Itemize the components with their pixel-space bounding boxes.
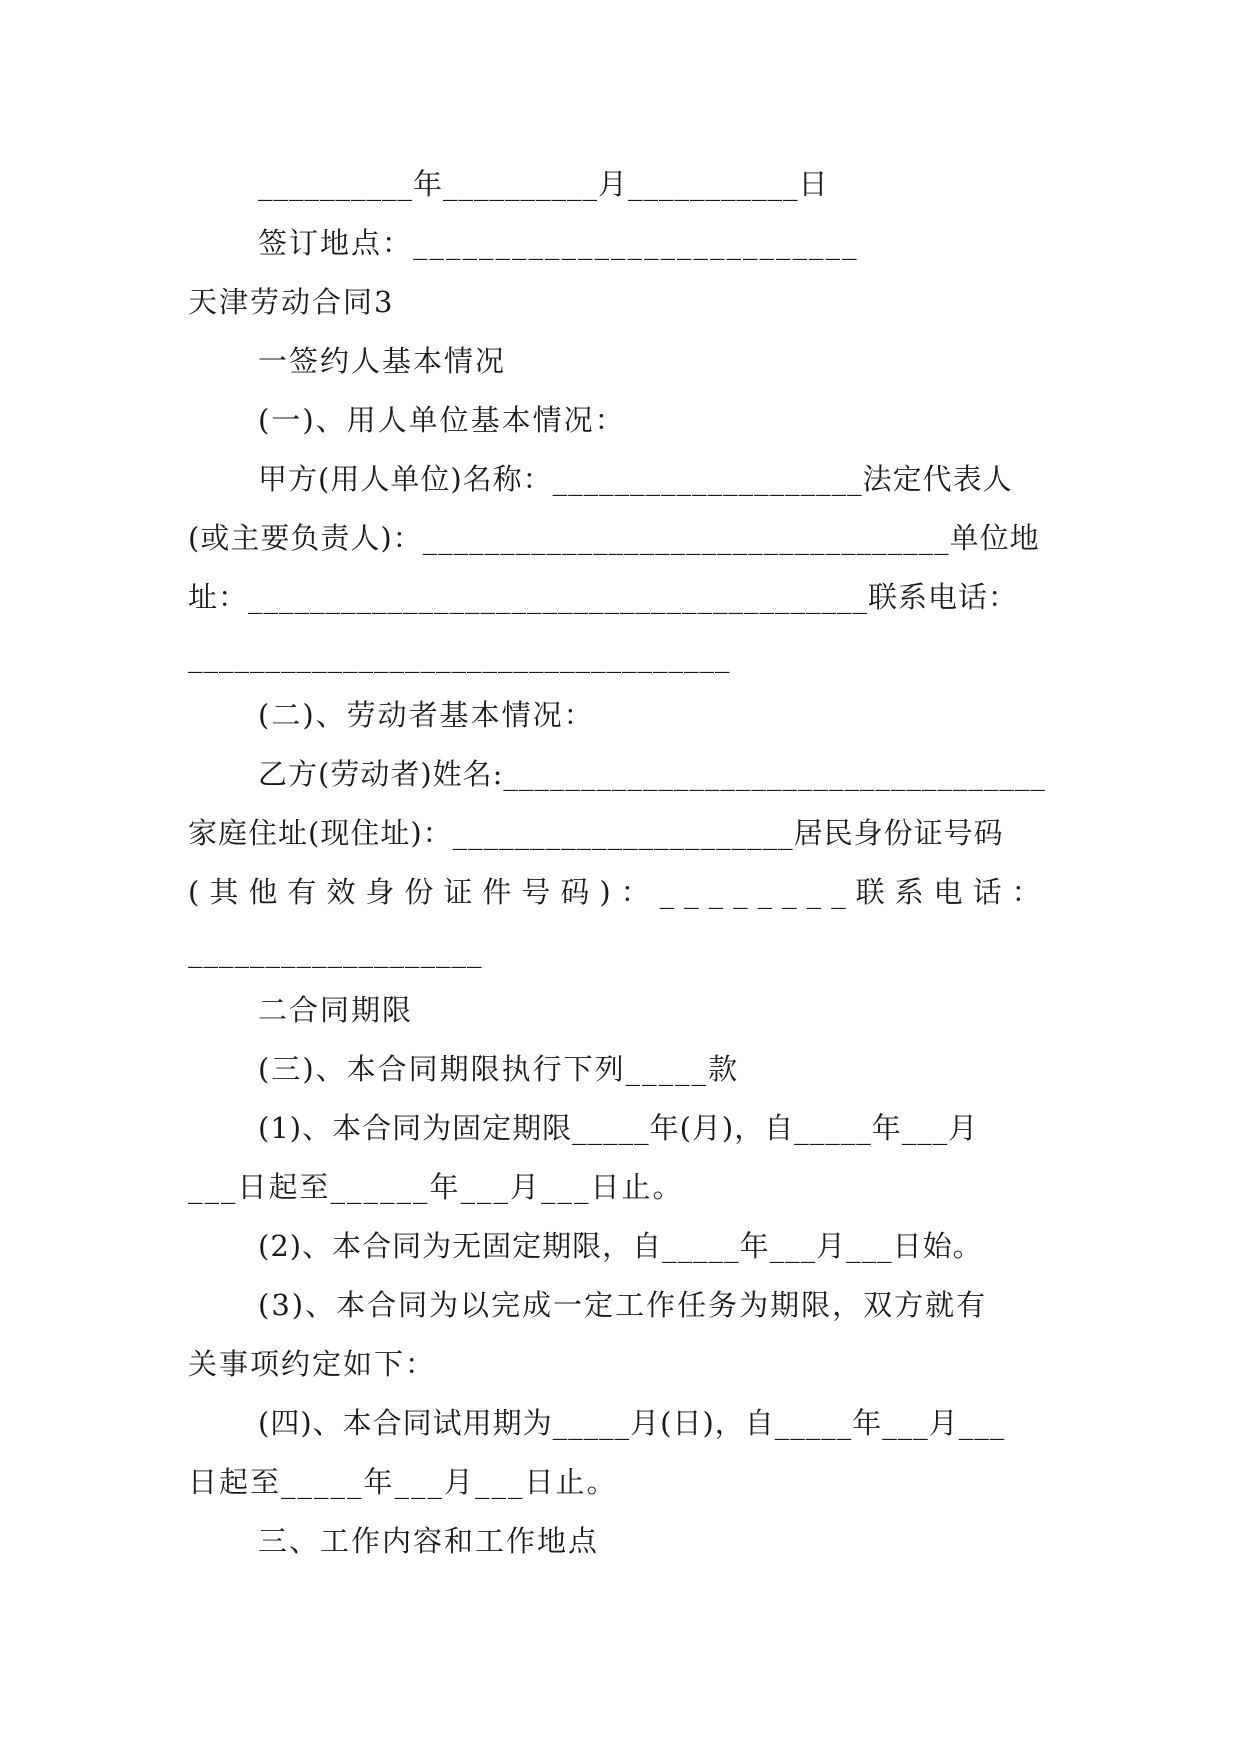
- worker-phone-line: ___________________: [188, 934, 483, 968]
- term-open-ended-line: (2)、本合同为无固定期限，自_____年___月___日始。: [258, 1229, 983, 1263]
- employer-name-line: 甲方(用人单位)名称：____________________法定代表人: [258, 462, 1013, 496]
- term-fixed-line: (1)、本合同为固定期限_____年(月)，自_____年___月: [258, 1111, 979, 1145]
- employer-address-line: 址：________________________________________联系电话：: [188, 580, 1019, 614]
- term-clause-3: (三)、本合同期限执行下列_____款: [258, 1052, 740, 1086]
- term-fixed-line-cont: ___日起至______年___月___日止。: [188, 1170, 684, 1204]
- subheading-worker: (二)、劳动者基本情况：: [258, 698, 595, 732]
- signing-place-line: 签订地点：___________________________: [258, 226, 859, 260]
- section-title: 天津劳动合同3: [188, 285, 395, 319]
- heading-parties: 一签约人基本情况: [258, 344, 507, 378]
- employer-representative-line: (或主要负责人)：__________________________________单位地: [188, 521, 1040, 555]
- employer-phone-line: ___________________________________: [188, 639, 731, 673]
- worker-name-line: 乙方(劳动者)姓名:___________________________________: [258, 757, 1046, 791]
- probation-line: (四)、本合同试用期为_____月(日)，自_____年___月___: [258, 1406, 1006, 1440]
- term-task-line-cont: 关事项约定如下：: [188, 1347, 437, 1381]
- signing-date-line: __________年__________月___________日: [258, 167, 829, 201]
- probation-line-cont: 日起至_____年___月___日止。: [188, 1465, 618, 1499]
- subheading-employer: (一)、用人单位基本情况：: [258, 403, 626, 437]
- heading-work-content: 三、工作内容和工作地点: [258, 1524, 600, 1558]
- worker-address-line: 家庭住址(现住址)：______________________居民身份证号码: [188, 816, 1004, 850]
- heading-term: 二合同期限: [258, 993, 414, 1027]
- term-task-line: (3)、本合同为以完成一定工作任务为期限，双方就有: [258, 1288, 988, 1322]
- worker-id-line: (其他有效身份证件号码)：________联系电话：: [188, 875, 1051, 909]
